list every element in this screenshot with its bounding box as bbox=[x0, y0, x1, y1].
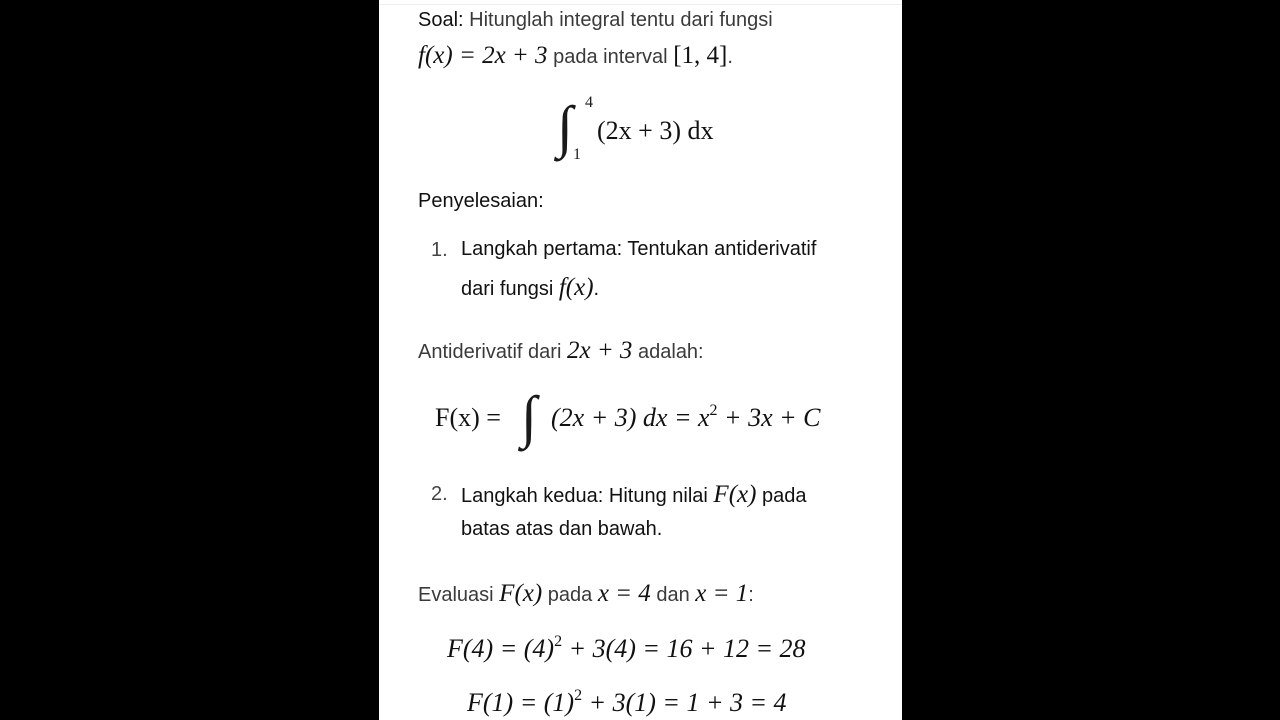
f4-exponent: 2 bbox=[554, 633, 563, 650]
step-1-math: f(x) bbox=[558, 274, 594, 301]
step-2-text: Langkah kedua: Hitung nilai bbox=[461, 485, 708, 507]
antiderivative-rhs bbox=[551, 403, 821, 433]
evaluation-math-2: x = 4 bbox=[597, 580, 651, 607]
top-divider bbox=[379, 4, 902, 5]
f1-rest: + 3(1) = 1 + 3 = 4 bbox=[588, 688, 787, 717]
definite-integral bbox=[557, 92, 757, 172]
problem-line-1 bbox=[418, 8, 773, 32]
step-2-number: 2. bbox=[431, 483, 448, 505]
step-1-number: 1. bbox=[431, 239, 448, 261]
evaluation-math-3: x = 1 bbox=[695, 580, 749, 607]
evaluation-text-3: dan bbox=[656, 584, 690, 606]
step-1-text: dari fungsi bbox=[461, 278, 554, 300]
step-1-line-1: Langkah pertama: Tentukan antiderivatif bbox=[461, 238, 817, 260]
lower-limit: 1 bbox=[573, 146, 581, 163]
f4-rest: + 3(4) = 16 + 12 = 28 bbox=[568, 634, 806, 663]
integral-body: (2x + 3) dx bbox=[597, 116, 714, 145]
evaluation-text-2: pada bbox=[547, 584, 593, 606]
evaluation-line bbox=[418, 582, 754, 607]
evaluation-colon: : bbox=[748, 584, 754, 606]
indefinite-integral-sign: ∫ bbox=[521, 384, 537, 449]
evaluation-f1 bbox=[467, 688, 787, 718]
upper-limit: 4 bbox=[585, 94, 593, 111]
problem-interval-text: pada interval bbox=[553, 46, 668, 68]
problem-period: . bbox=[727, 46, 733, 68]
problem-line-2 bbox=[418, 44, 733, 69]
integral-sign: ∫ bbox=[557, 94, 573, 159]
step-2-line-1 bbox=[461, 481, 807, 509]
antiderivative-math: 2x + 3 bbox=[566, 337, 633, 364]
evaluation-text: Evaluasi bbox=[418, 584, 494, 606]
step-1-line-2 bbox=[461, 274, 599, 302]
document-panel bbox=[379, 0, 902, 720]
step-1-period: . bbox=[593, 278, 600, 300]
antiderivative-rest: + 3x + C bbox=[724, 403, 821, 432]
f1-lhs: F(1) = (1) bbox=[467, 688, 575, 717]
f1-exponent: 2 bbox=[574, 687, 583, 704]
antiderivative-exponent: 2 bbox=[709, 402, 718, 419]
evaluation-f4 bbox=[447, 634, 806, 664]
evaluation-math-1: F(x) bbox=[499, 580, 543, 607]
step-2-line-2: batas atas dan bawah. bbox=[461, 518, 663, 540]
solution-label: Penyelesaian: bbox=[418, 190, 544, 212]
f4-lhs: F(4) = (4) bbox=[447, 634, 555, 663]
antiderivative-line bbox=[418, 339, 704, 364]
problem-text: Hitunglah integral tentu dari fungsi bbox=[469, 9, 773, 31]
antiderivative-equation bbox=[435, 386, 875, 456]
problem-label: Soal: bbox=[418, 9, 464, 31]
step-2-math: F(x) bbox=[713, 481, 757, 508]
problem-interval: [1, 4] bbox=[673, 42, 728, 69]
antiderivative-body: (2x + 3) dx = x bbox=[551, 403, 710, 432]
antiderivative-text: Antiderivatif dari bbox=[418, 341, 562, 363]
antiderivative-lhs: F(x) = bbox=[435, 403, 501, 432]
problem-function: f(x) = 2x + 3 bbox=[418, 42, 548, 69]
antiderivative-text-2: adalah: bbox=[638, 341, 704, 363]
step-2-text-2: pada bbox=[762, 485, 807, 507]
